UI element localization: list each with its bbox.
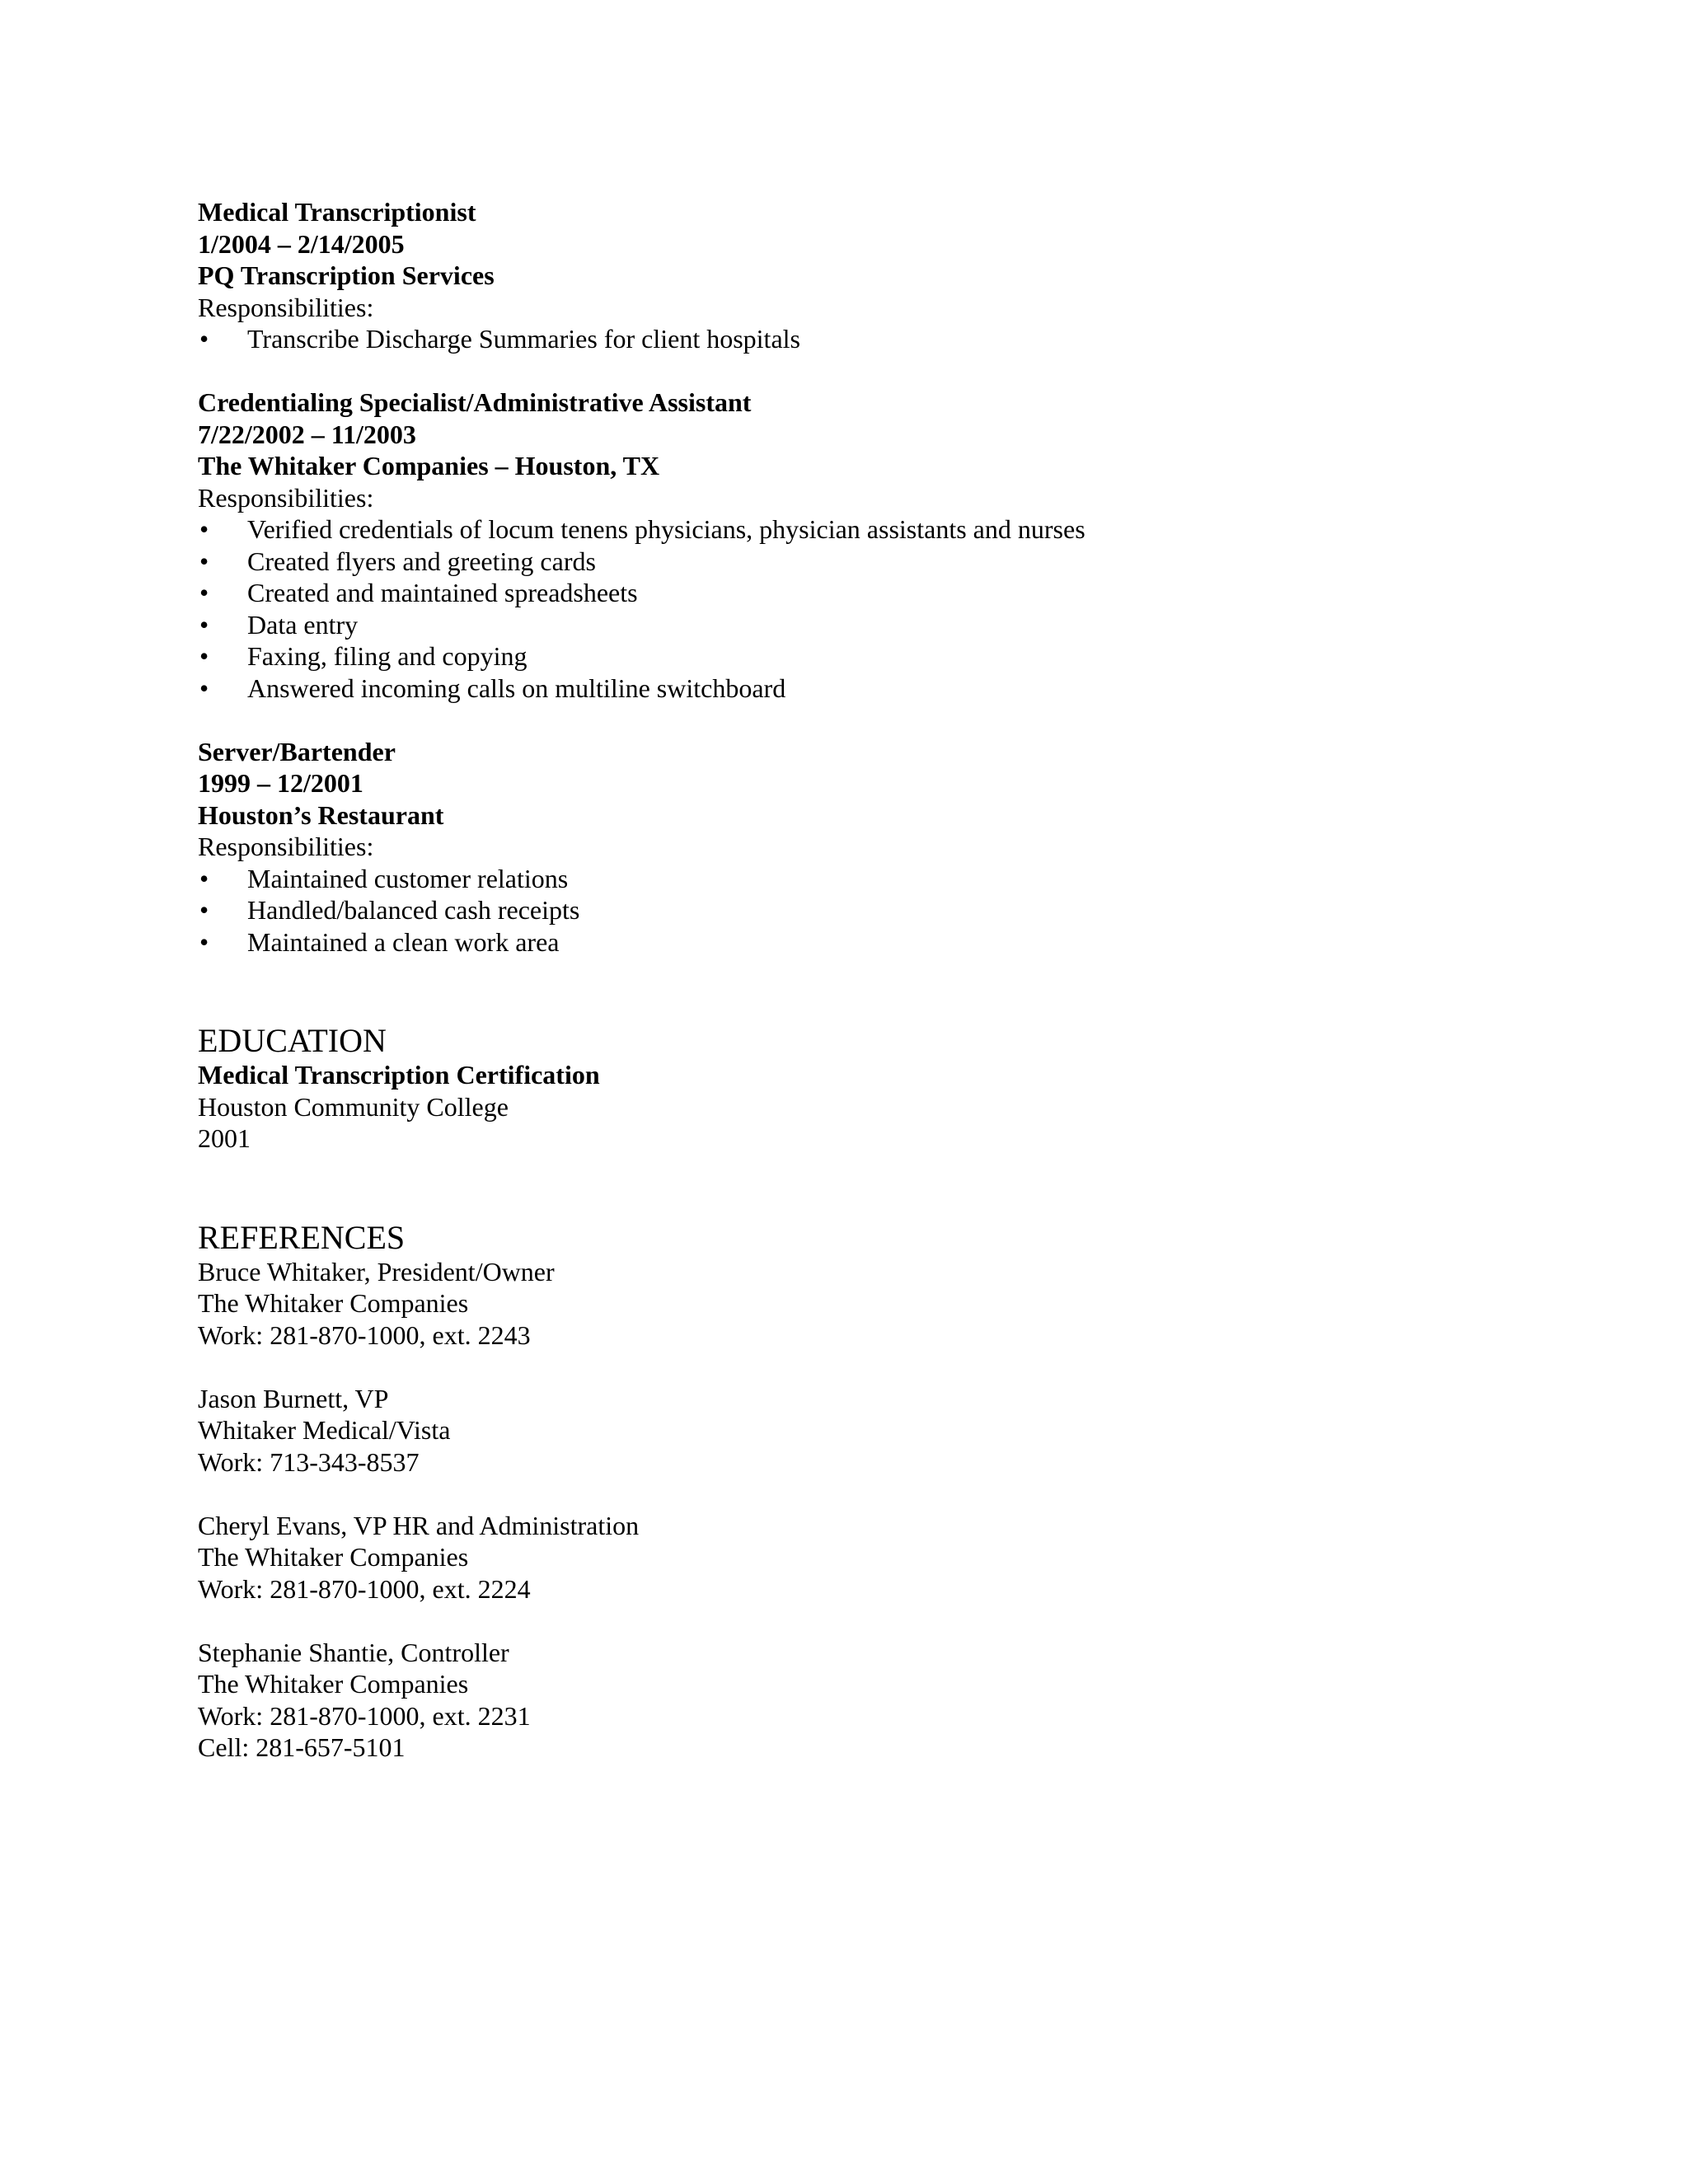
resume-page	[198, 196, 1517, 1764]
list-item	[198, 673, 1517, 705]
reference-org: The Whitaker Companies	[198, 1669, 469, 1699]
list-item	[198, 323, 1517, 355]
duty-text: Data entry	[247, 609, 359, 640]
reference-cell: Cell: 281-657-5101	[198, 1732, 406, 1762]
job-entry-transcriptionist	[198, 196, 1517, 355]
job-dates: 1999 – 12/2001	[198, 768, 363, 798]
list-item	[198, 546, 1517, 578]
job-entry-credentialing	[198, 387, 1517, 704]
duties-list	[198, 863, 1517, 958]
bullet-icon: •	[199, 609, 209, 640]
section-heading-education: EDUCATION	[198, 1022, 387, 1059]
education-school: Houston Community College	[198, 1091, 509, 1122]
reference-phone: Work: 713-343-8537	[198, 1446, 420, 1477]
education-degree: Medical Transcription Certification	[198, 1060, 600, 1090]
bullet-icon: •	[199, 578, 209, 607]
reference-phone: Work: 281-870-1000, ext. 2231	[198, 1700, 531, 1731]
reference-entry	[198, 1383, 1517, 1479]
job-title: Medical Transcriptionist	[198, 197, 476, 227]
reference-entry	[198, 1510, 1517, 1605]
bullet-icon: •	[199, 641, 209, 671]
responsibilities-label: Responsibilities:	[198, 292, 374, 322]
reference-name: Cheryl Evans, VP HR and Administration	[198, 1510, 640, 1540]
bullet-icon: •	[199, 926, 209, 957]
job-company: The Whitaker Companies – Houston, TX	[198, 451, 660, 480]
responsibilities-label: Responsibilities:	[198, 482, 374, 513]
list-item	[198, 863, 1517, 895]
job-company: PQ Transcription Services	[198, 260, 495, 290]
duty-text: Maintained a clean work area	[247, 926, 560, 957]
list-item	[198, 640, 1517, 673]
job-dates: 1/2004 – 2/14/2005	[198, 228, 405, 259]
reference-name: Jason Burnett, VP	[198, 1383, 389, 1413]
reference-entry	[198, 1637, 1517, 1764]
reference-name: Bruce Whitaker, President/Owner	[198, 1256, 555, 1286]
duty-text: Created flyers and greeting cards	[247, 546, 596, 576]
duty-text: Transcribe Discharge Summaries for client hospitals	[247, 324, 800, 354]
bullet-icon: •	[199, 673, 209, 703]
duty-text: Maintained customer relations	[247, 863, 569, 893]
reference-phone: Work: 281-870-1000, ext. 2243	[198, 1319, 531, 1350]
job-title: Credentialing Specialist/Administrative Assistant	[198, 387, 752, 417]
bullet-icon: •	[199, 895, 209, 925]
references-section	[198, 1220, 1517, 1764]
responsibilities-label: Responsibilities:	[198, 832, 374, 861]
reference-org: Whitaker Medical/Vista	[198, 1415, 451, 1445]
list-item	[198, 577, 1517, 609]
reference-name: Stephanie Shantie, Controller	[198, 1637, 509, 1667]
duty-text: Faxing, filing and copying	[247, 641, 528, 671]
duties-list	[198, 513, 1517, 704]
job-company: Houston’s Restaurant	[198, 799, 444, 830]
bullet-icon: •	[199, 514, 209, 544]
job-dates: 7/22/2002 – 11/2003	[198, 419, 416, 449]
bullet-icon: •	[199, 546, 209, 576]
duty-text: Answered incoming calls on multiline switchboard	[247, 673, 786, 703]
duty-text: Created and maintained spreadsheets	[247, 578, 638, 607]
list-item	[198, 894, 1517, 926]
duty-text: Handled/balanced cash receipts	[247, 895, 580, 925]
bullet-icon: •	[199, 324, 209, 354]
job-entry-server	[198, 736, 1517, 958]
section-heading-references: REFERENCES	[198, 1218, 406, 1256]
education-year: 2001	[198, 1123, 251, 1153]
job-title: Server/Bartender	[198, 736, 396, 766]
reference-org: The Whitaker Companies	[198, 1288, 469, 1318]
duty-text: Verified credentials of locum tenens physicians, physician assistants and nurses	[247, 514, 1085, 544]
list-item	[198, 513, 1517, 546]
bullet-icon: •	[199, 863, 209, 893]
reference-org: The Whitaker Companies	[198, 1542, 469, 1572]
reference-entry	[198, 1256, 1517, 1352]
education-section	[198, 1023, 1517, 1155]
reference-phone: Work: 281-870-1000, ext. 2224	[198, 1573, 531, 1604]
list-item	[198, 926, 1517, 958]
duties-list	[198, 323, 1517, 355]
list-item	[198, 609, 1517, 641]
